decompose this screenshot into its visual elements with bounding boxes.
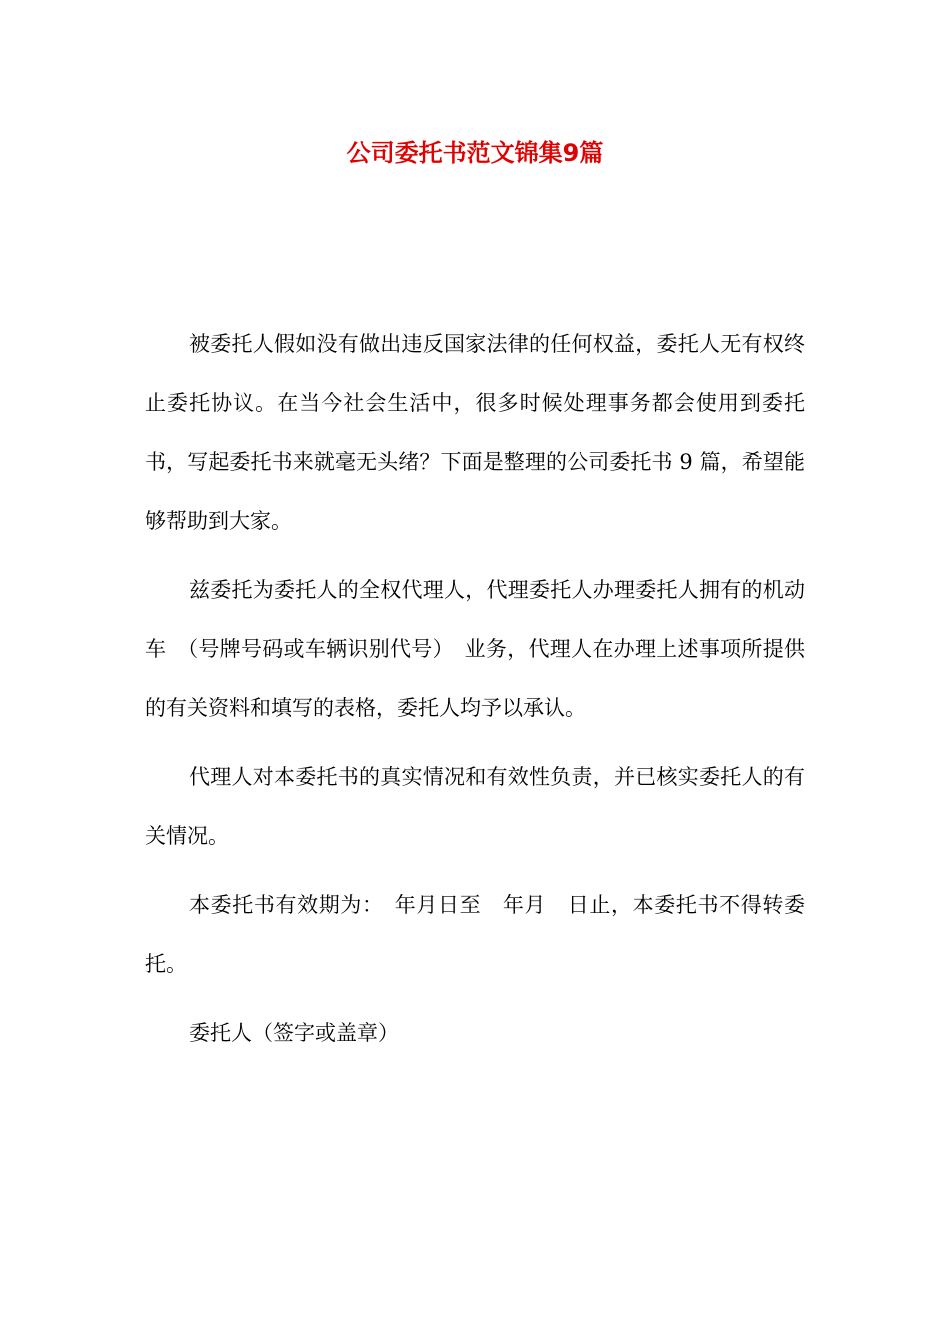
document-body [145,315,805,1063]
paragraph-validity: 本委托书有效期为： 年月日至 年月 日止，本委托书不得转委托。 [145,893,805,976]
paragraph-responsibility: 代理人对本委托书的真实情况和有效性负责，并已核实委托人的有关情况。 [145,765,805,848]
document-title: 公司委托书范文锦集9篇 [346,139,604,167]
paragraph-authorization: 兹委托为委托人的全权代理人，代理委托人办理委托人拥有的机动车 （号牌号码或车辆识别代号） 业务，代理人在办理上述事项所提供的有关资料和填写的表格，委托人均予以承认。 [145,578,805,720]
paragraph-intro: 被委托人假如没有做出违反国家法律的任何权益，委托人无有权终止委托协议。在当今社会生活中，很多时候处理事务都会使用到委托书，写起委托书来就毫无头绪？下面是整理的公司委托书 9 篇，希望能够帮助到大家。 [145,332,805,533]
paragraph-signature: 委托人（签字或盖章） [189,1021,399,1045]
